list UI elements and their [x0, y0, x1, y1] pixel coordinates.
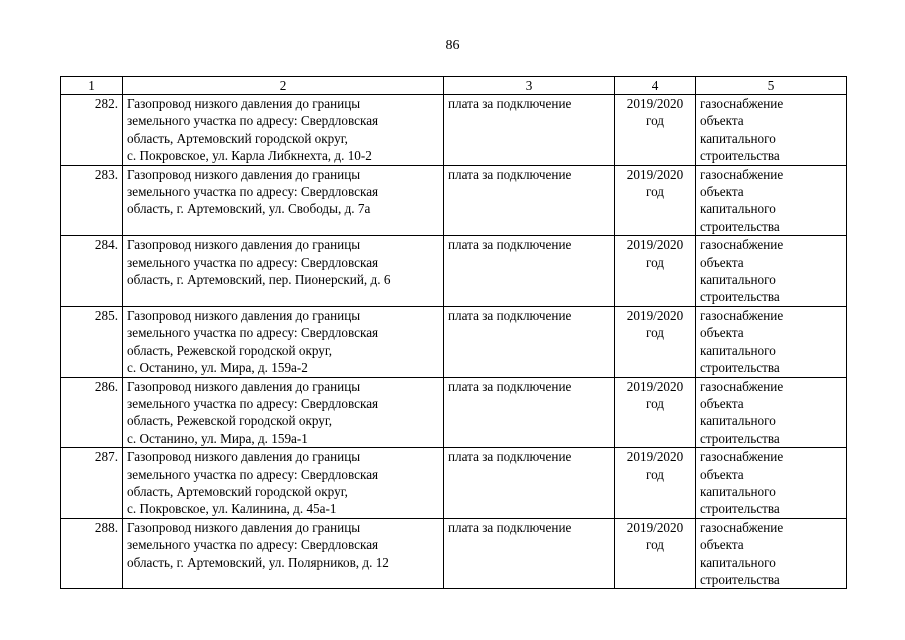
purpose-line: капитального	[700, 201, 776, 217]
year-line: 2019/2020	[626, 237, 684, 253]
description-line: Газопровод низкого давления до границы	[127, 449, 361, 465]
row-number-cell	[61, 448, 123, 519]
year-cell	[615, 236, 696, 307]
purpose-line: капитального	[700, 130, 776, 146]
payment-type: плата за подключение	[448, 378, 572, 394]
row-number-cell	[61, 518, 123, 589]
description-line: Газопровод низкого давления до границы	[127, 378, 361, 394]
description-cell	[123, 165, 444, 236]
row-number: 286.	[94, 378, 118, 394]
row-number-cell	[61, 165, 123, 236]
description-cell	[123, 448, 444, 519]
row-number: 285.	[94, 307, 118, 323]
description-line: область, г. Артемовский, ул. Полярников, д. 12	[127, 554, 389, 570]
row-number-cell	[61, 377, 123, 448]
description-line: земельного участка по адресу: Свердловская	[127, 254, 379, 270]
row-number-cell	[61, 236, 123, 307]
description-line: земельного участка по адресу: Свердловская	[127, 184, 379, 200]
column-header: 1	[61, 77, 123, 95]
purpose-cell	[696, 95, 847, 166]
description-line: область, г. Артемовский, ул. Свободы, д. 7а	[127, 201, 371, 217]
table-row	[61, 306, 847, 377]
page-number: 86	[445, 38, 460, 53]
year-line: 2019/2020	[626, 96, 684, 111]
payment-type: плата за подключение	[448, 449, 572, 465]
purpose-line: строительства	[700, 430, 780, 446]
year-cell	[615, 306, 696, 377]
year-line: год	[645, 113, 664, 129]
description-cell	[123, 306, 444, 377]
purpose-line: капитального	[700, 413, 776, 429]
year-line: 2019/2020	[626, 378, 684, 394]
year-cell	[615, 165, 696, 236]
purpose-line: газоснабжение	[700, 378, 784, 394]
column-header: 5	[696, 77, 847, 95]
payment-type-cell	[444, 377, 615, 448]
description-line: Газопровод низкого давления до границы	[127, 166, 361, 182]
payment-type-cell	[444, 306, 615, 377]
purpose-line: объекта	[700, 184, 744, 200]
purpose-line: строительства	[700, 218, 780, 234]
payment-type-cell	[444, 236, 615, 307]
purpose-line: газоснабжение	[700, 449, 784, 465]
description-line: с. Останино, ул. Мира, д. 159а-1	[127, 430, 308, 446]
description-line: область, Режевской городской округ,	[127, 413, 333, 429]
payment-type: плата за подключение	[448, 166, 572, 182]
year-line: год	[645, 537, 664, 553]
table-row	[61, 448, 847, 519]
year-line: год	[645, 184, 664, 200]
table-row	[61, 95, 847, 166]
description-line: земельного участка по адресу: Свердловская	[127, 113, 379, 129]
payment-type-cell	[444, 165, 615, 236]
description-line: с. Покровское, ул. Калинина, д. 45а-1	[127, 501, 337, 517]
payment-type: плата за подключение	[448, 307, 572, 323]
row-number: 284.	[94, 237, 118, 253]
purpose-line: газоснабжение	[700, 307, 784, 323]
year-line: год	[645, 254, 664, 270]
purpose-line: объекта	[700, 395, 744, 411]
description-cell	[123, 377, 444, 448]
description-line: с. Останино, ул. Мира, д. 159а-2	[127, 360, 308, 376]
purpose-cell	[696, 236, 847, 307]
description-line: земельного участка по адресу: Свердловская	[127, 537, 379, 553]
description-cell	[123, 518, 444, 589]
purpose-line: капитального	[700, 554, 776, 570]
row-number: 283.	[94, 166, 118, 182]
description-cell	[123, 236, 444, 307]
purpose-line: строительства	[700, 571, 780, 587]
purpose-line: объекта	[700, 537, 744, 553]
column-header: 3	[444, 77, 615, 95]
table-row	[61, 236, 847, 307]
payment-type-cell	[444, 95, 615, 166]
row-number: 282.	[94, 96, 118, 111]
purpose-line: капитального	[700, 272, 776, 288]
purpose-line: капитального	[700, 342, 776, 358]
purpose-cell	[696, 165, 847, 236]
description-line: Газопровод низкого давления до границы	[127, 307, 361, 323]
purpose-line: строительства	[700, 148, 780, 164]
description-line: земельного участка по адресу: Свердловская	[127, 395, 379, 411]
purpose-line: строительства	[700, 289, 780, 305]
purpose-line: объекта	[700, 254, 744, 270]
year-cell	[615, 448, 696, 519]
description-line: с. Покровское, ул. Карла Либкнехта, д. 10-2	[127, 148, 372, 164]
description-cell	[123, 95, 444, 166]
table-body	[61, 95, 847, 589]
year-line: год	[645, 466, 664, 482]
column-header: 4	[615, 77, 696, 95]
purpose-line: газоснабжение	[700, 237, 784, 253]
purpose-cell	[696, 518, 847, 589]
table-row	[61, 518, 847, 589]
description-line: область, Артемовский городской округ,	[127, 483, 348, 499]
row-number: 288.	[94, 519, 118, 535]
purpose-line: объекта	[700, 113, 744, 129]
year-line: 2019/2020	[626, 449, 684, 465]
description-line: земельного участка по адресу: Свердловская	[127, 466, 379, 482]
year-line: 2019/2020	[626, 166, 684, 182]
payment-type-cell	[444, 448, 615, 519]
table-row	[61, 377, 847, 448]
column-header: 2	[123, 77, 444, 95]
year-cell	[615, 377, 696, 448]
description-line: область, Режевской городской округ,	[127, 342, 333, 358]
purpose-line: объекта	[700, 325, 744, 341]
payment-type: плата за подключение	[448, 237, 572, 253]
purpose-cell	[696, 377, 847, 448]
year-cell	[615, 518, 696, 589]
purpose-cell	[696, 448, 847, 519]
row-number-cell	[61, 95, 123, 166]
purpose-line: газоснабжение	[700, 519, 784, 535]
description-line: земельного участка по адресу: Свердловская	[127, 325, 379, 341]
year-cell	[615, 95, 696, 166]
year-line: 2019/2020	[626, 519, 684, 535]
description-line: область, г. Артемовский, пер. Пионерский, д. 6	[127, 272, 391, 288]
row-number: 287.	[94, 449, 118, 465]
description-line: область, Артемовский городской округ,	[127, 130, 348, 146]
purpose-cell	[696, 306, 847, 377]
purpose-line: строительства	[700, 501, 780, 517]
description-line: Газопровод низкого давления до границы	[127, 96, 361, 111]
year-line: 2019/2020	[626, 307, 684, 323]
header-row	[61, 77, 847, 95]
payment-type: плата за подключение	[448, 96, 572, 111]
description-line: Газопровод низкого давления до границы	[127, 519, 361, 535]
table-row	[61, 165, 847, 236]
description-line: Газопровод низкого давления до границы	[127, 237, 361, 253]
purpose-line: газоснабжение	[700, 166, 784, 182]
row-number-cell	[61, 306, 123, 377]
purpose-line: строительства	[700, 360, 780, 376]
purpose-line: газоснабжение	[700, 96, 784, 111]
year-line: год	[645, 325, 664, 341]
purpose-line: капитального	[700, 483, 776, 499]
purpose-line: объекта	[700, 466, 744, 482]
payment-type-cell	[444, 518, 615, 589]
payment-type: плата за подключение	[448, 519, 572, 535]
year-line: год	[645, 395, 664, 411]
data-table	[60, 76, 847, 589]
